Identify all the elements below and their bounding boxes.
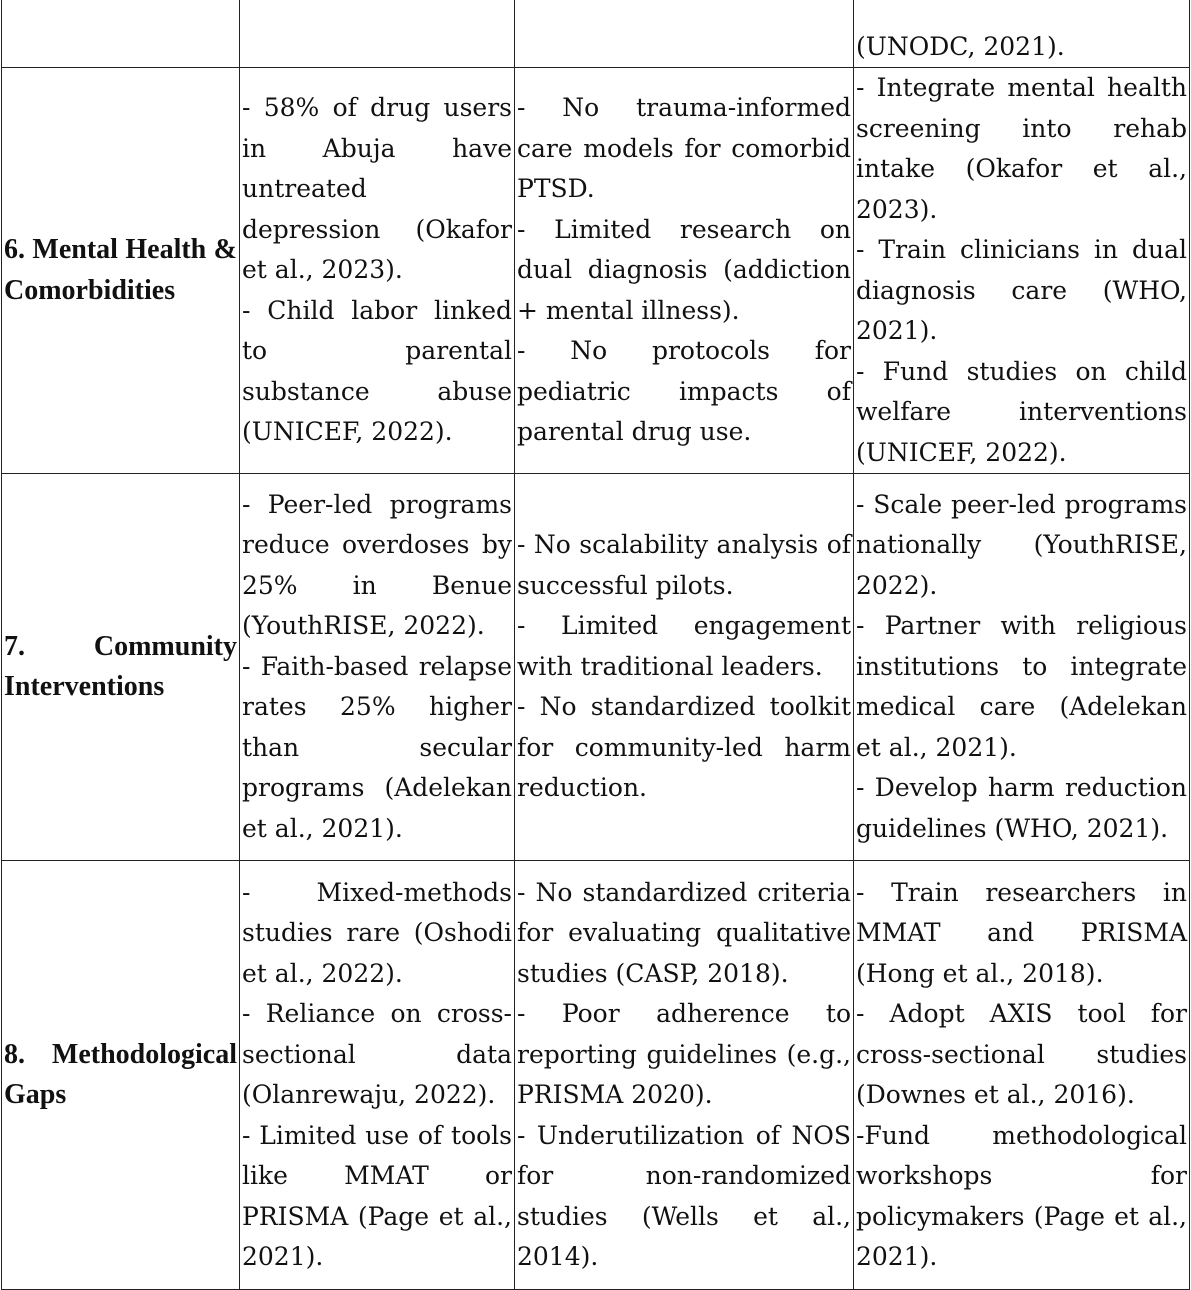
theme-cell: 6. Mental Health & Comorbidities (2, 68, 240, 474)
findings-cell (240, 0, 515, 68)
findings-cell (240, 68, 515, 474)
recommendation-item: - Adopt AXIS tool for cross-sectional studies (Downes et al., 2016). (856, 999, 1187, 1109)
table-row (2, 474, 1190, 861)
finding-item: - Reliance on cross-sectional data (Olanrewaju, 2022). (242, 999, 512, 1109)
finding-item: - Child labor linked to parental substance abuse (UNICEF, 2022). (242, 295, 512, 447)
finding-item: - Limited use of tools like MMAT or PRISMA (Page et al., 2021). (242, 1120, 512, 1271)
table-row (2, 0, 1190, 68)
gaps-table (1, 0, 1190, 1290)
gap-item: - Underutilization of NOS for non-randomized studies (Wells et al., 2014). (517, 1120, 851, 1271)
gaps-cell (515, 474, 854, 861)
recommendation-item: -Fund methodological workshops for policymakers (Page et al., 2021). (856, 1120, 1187, 1271)
finding-item: - 58% of drug users in Abuja have untreated depression (Okafor et al., 2023). (242, 93, 512, 285)
theme-cell: 8. Methodological Gaps (2, 861, 240, 1290)
gap-item: - No standardized toolkit for community-led harm reduction. (517, 692, 851, 803)
gap-item: - No trauma-informed care models for comorbid PTSD. (517, 93, 851, 204)
recommendations-cell (854, 861, 1190, 1290)
gap-item: - No scalability analysis of successful pilots. (517, 530, 851, 600)
theme-cell: 7. Community Interventions (2, 474, 240, 861)
findings-cell (240, 474, 515, 861)
gaps-cell (515, 861, 854, 1290)
finding-item: - Mixed-methods studies rare (Oshodi et al., 2022). (242, 877, 512, 988)
finding-item: - Peer-led programs reduce overdoses by 25% in Benue (YouthRISE, 2022). (242, 489, 512, 641)
recommendation-item: - Scale peer-led programs nationally (YouthRISE, 2022). (856, 489, 1187, 600)
gap-item: - Limited research on dual diagnosis (addiction + mental illness). (517, 214, 851, 325)
recommendation-item: - Train clinicians in dual diagnosis care (WHO, 2021). (856, 235, 1187, 345)
gap-item: - No standardized criteria for evaluating qualitative studies (CASP, 2018). (517, 877, 851, 988)
gaps-cell (515, 0, 854, 68)
gap-item: - Limited engagement with traditional leaders. (517, 611, 851, 681)
theme-cell (2, 0, 240, 68)
recommendation-item: - Fund studies on child welfare interventions (UNICEF, 2022). (856, 356, 1187, 467)
gap-item: - Poor adherence to reporting guidelines (e.g., PRISMA 2020). (517, 999, 851, 1109)
recommendation-item: - Develop harm reduction guidelines (WHO, 2021). (856, 773, 1187, 843)
finding-item: - Faith-based relapse rates 25% higher than secular programs (Adelekan et al., 2021). (242, 651, 512, 843)
recommendations-cell (854, 68, 1190, 474)
gaps-cell (515, 68, 854, 474)
recommendation-item: - Partner with religious institutions to integrate medical care (Adelekan et al., 2021). (856, 611, 1187, 762)
findings-cell (240, 861, 515, 1290)
table-row (2, 68, 1190, 474)
recommendations-cell: (UNODC, 2021). (854, 0, 1190, 68)
recommendations-cell (854, 474, 1190, 861)
recommendation-item: - Train researchers in MMAT and PRISMA (Hong et al., 2018). (856, 877, 1187, 988)
recommendation-item: - Integrate mental health screening into rehab intake (Okafor et al., 2023). (856, 73, 1187, 224)
table-row (2, 861, 1190, 1290)
gap-item: - No protocols for pediatric impacts of parental drug use. (517, 336, 851, 447)
